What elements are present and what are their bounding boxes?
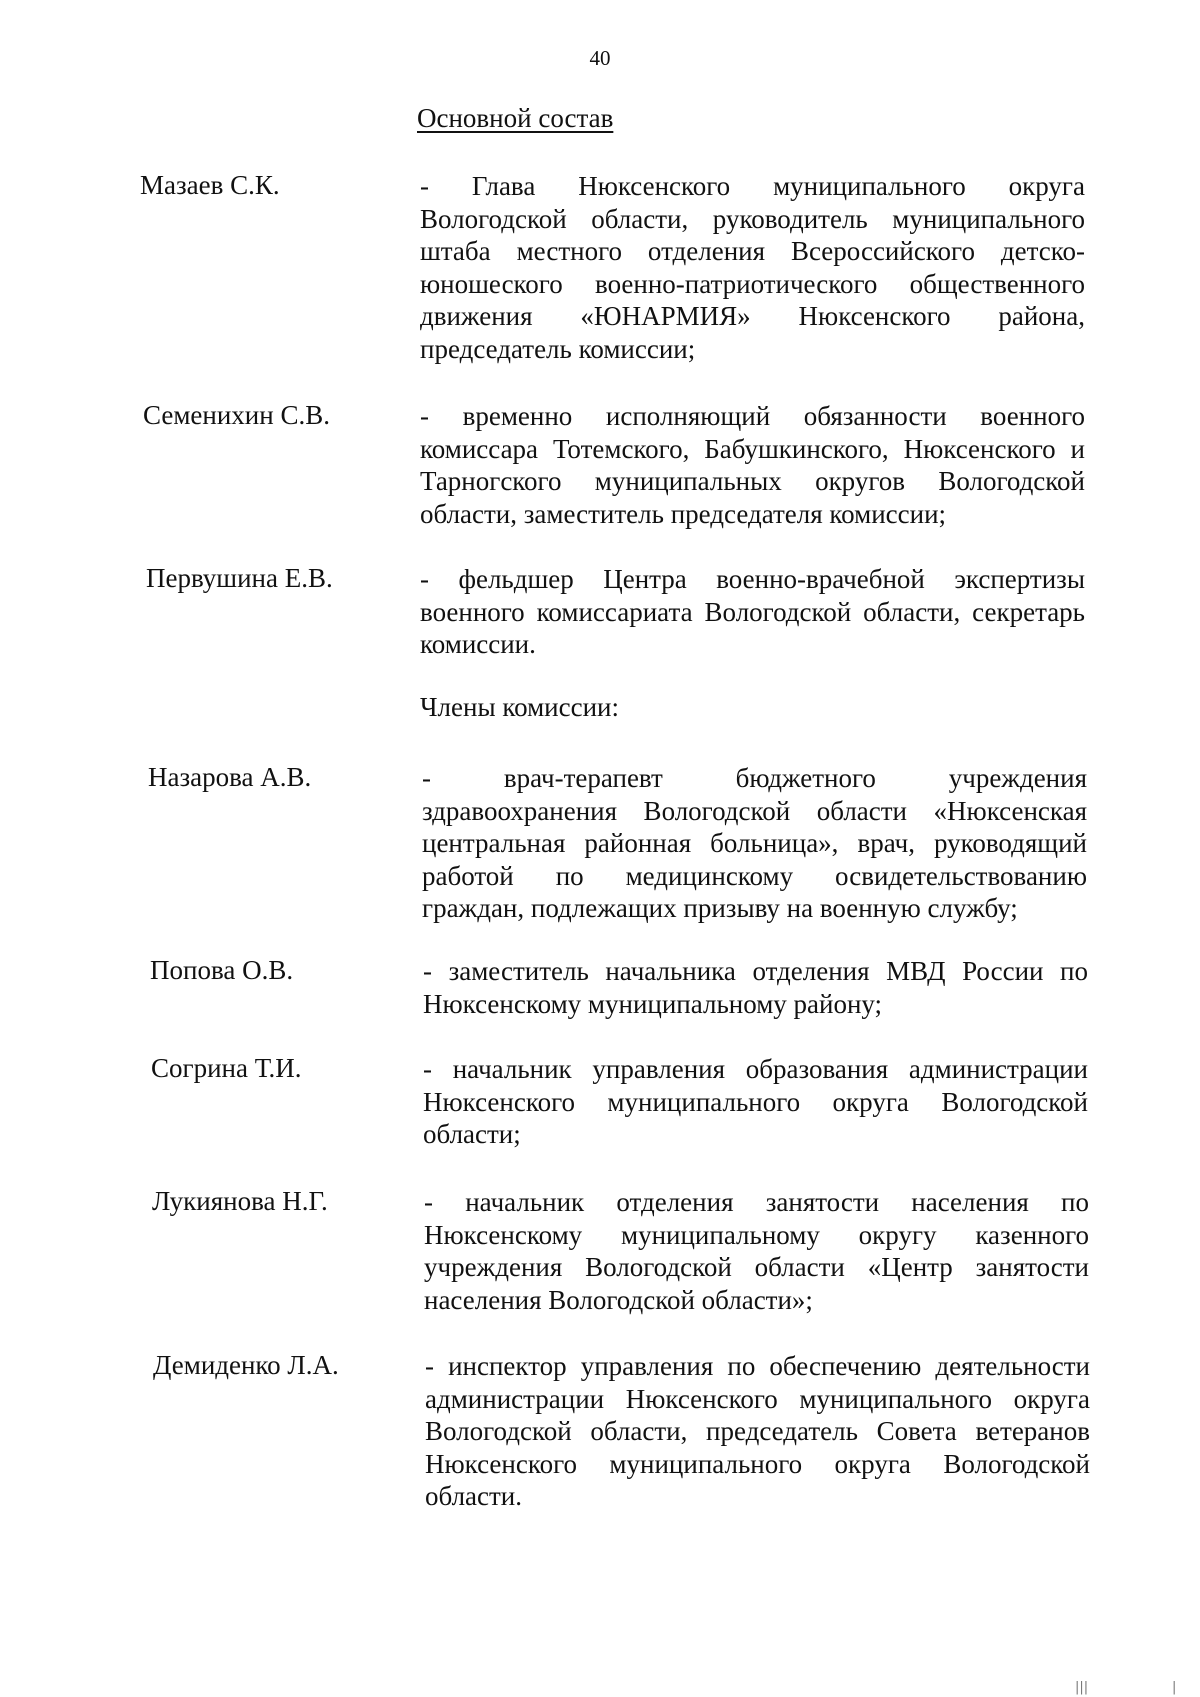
commission-members-heading: Члены комиссии:: [420, 692, 619, 722]
member-name: Мазаев С.К.: [140, 170, 280, 200]
member-description: - фельдшер Центра военно-врачебной экспертизы военного комиссариата Вологодской области, секретарь комиссии.: [420, 564, 1085, 659]
member-description: - начальник отделения занятости населения по Нюксенскому муниципальному округу казенного учреждения Вологодской области «Центр занятости населения Вологодской области»;: [424, 1187, 1089, 1315]
page-number: 40: [589, 46, 611, 70]
member-name: Назарова А.В.: [148, 762, 312, 792]
member-name: Первушина Е.В.: [146, 563, 333, 593]
member-description: - временно исполняющий обязанности военного комиссара Тотемского, Бабушкинского, Нюксенского и Тарногского муниципальных округов Вологодской области, заместитель председателя комиссии;: [420, 401, 1085, 529]
member-description: - инспектор управления по обеспечению деятельности администрации Нюксенского муниципального округа Вологодской области, председатель Совета ветеранов Нюксенского муниципального округа Вологодской области.: [425, 1351, 1090, 1511]
member-name: Лукиянова Н.Г.: [152, 1186, 328, 1216]
member-name: Попова О.В.: [150, 955, 294, 985]
member-description: - заместитель начальника отделения МВД России по Нюксенскому муниципальному району;: [423, 956, 1088, 1019]
member-description: - начальник управления образования администрации Нюксенского муниципального округа Вологодской области;: [423, 1054, 1088, 1149]
member-description: - врач-терапевт бюджетного учреждения здравоохранения Вологодской области «Нюксенская центральная районная больница», врач, руководящий работой по медицинскому освидетельствованию граждан, подлежащих призыву на военную службу;: [422, 763, 1087, 923]
scan-mark: |||: [1075, 1680, 1089, 1695]
member-name: Семенихин С.В.: [143, 400, 330, 430]
scan-mark: |: [1172, 1680, 1177, 1695]
main-composition-heading: Основной состав: [417, 103, 614, 133]
member-name: Демиденко Л.А.: [153, 1350, 339, 1380]
member-name: Согрина Т.И.: [151, 1053, 302, 1083]
member-description: - Глава Нюксенского муниципального округа Вологодской области, руководитель муниципального штаба местного отделения Всероссийского детско-юношеского военно-патриотического общественного движения «ЮНАРМИЯ» Нюксенского района, председатель комиссии;: [420, 171, 1085, 364]
